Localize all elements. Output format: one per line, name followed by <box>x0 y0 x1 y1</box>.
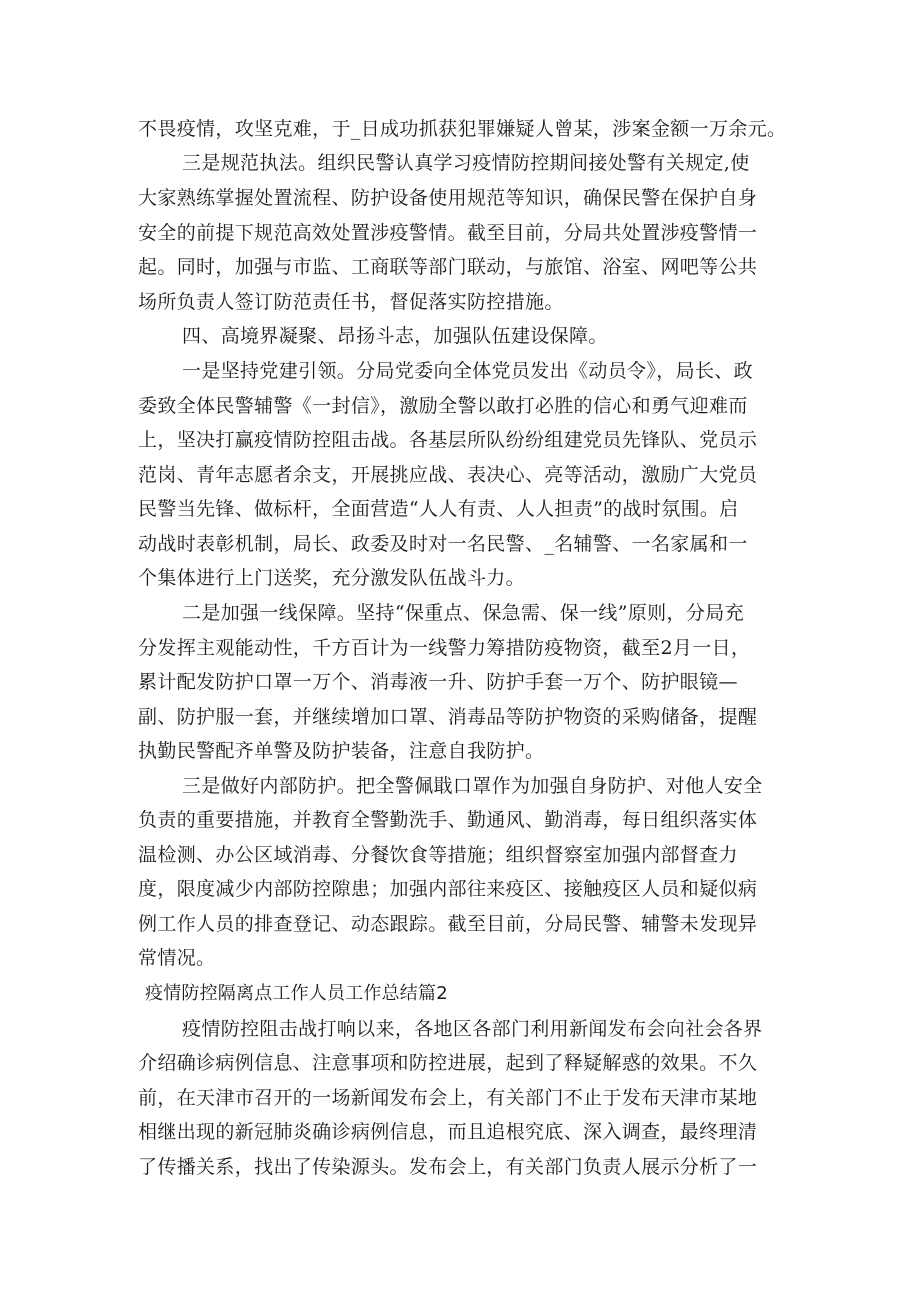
text-line: 介绍确诊病例信息、注意事项和防控进展，起到了释疑解惑的效果。不久 <box>138 1052 758 1074</box>
text-line: 安全的前提下规范高效处置涉疫警情。截至目前，分局共处置涉疫警情一 <box>138 222 758 244</box>
text-line: 范岗、青年志愿者余支，开展挑应战、表决心、亮等活动，激励广大党员 <box>138 464 758 486</box>
text-line: 例工作人员的排查登记、动态跟踪。截至目前，分局民警、辅警未发现异 <box>138 913 758 935</box>
paragraph-first-line: 三是做好内部防护。把全警佩戢口罩作为加强自身防护、对他人安全 <box>182 775 763 797</box>
text-line: 委致全体民警辅警《一封信》，激励全警以敢打必胜的信心和勇气迎难而 <box>138 395 748 417</box>
text-line: 常情况。 <box>138 947 216 969</box>
paragraph-first-line: 一是坚持党建引领。分局党委向全体党员发出《动员令》，局长、政 <box>182 360 754 382</box>
article-title: 疫情防控隔离点工作人员工作总结篇2 <box>145 983 448 1004</box>
text-line: 执勤民警配齐单警及防护装备，注意自我防护。 <box>138 740 545 762</box>
paragraph-first-line: 二是加强一线保障。坚持“保重点、保急需、保一线”原则，分局充 <box>182 602 744 624</box>
text-line: 了传播关系，找出了传染源头。发布会上，有关部门负责人展示分析了一 <box>138 1156 758 1178</box>
text-line: 温检测、办公区域消毒、分餐饮食等措施；组织督察室加强内部督查力 <box>138 844 738 866</box>
text-line: 不畏疫情，攻坚克难，于_日成功抓获犯罪嫌疑人曾某，涉案金额一万余元。 <box>138 118 787 140</box>
text-line: 个集体进行上门送奖，充分激发队伍战斗力。 <box>138 567 526 589</box>
paragraph-first-line: 疫情防控阻击战打响以来，各地区各部门利用新闻发布会向社会各界 <box>182 1018 763 1040</box>
text-line: 度，限度减少内部防控隙患；加强内部往来疫区、接触疫区人员和疑似病 <box>138 878 758 900</box>
text-line: 动战时表彰机制，局长、政委及时对一名民警、_名辅警、一名家属和一 <box>138 533 748 555</box>
text-line: 场所负责人签订防范责任书，督促落实防控措施。 <box>138 291 564 313</box>
text-line: 相继出现的新冠肺炎确诊病例信息，而且追根究底、深入调查，最终理清 <box>138 1121 758 1143</box>
text-line: 分发挥主观能动性，千方百计为一线警力筹措防疫物资，截至2月一日， <box>138 637 751 659</box>
text-line: 副、防护服一套，并继续增加口罩、消毒品等防护物资的采购储备，提醒 <box>138 706 758 728</box>
paragraph-first-line: 三是规范执法。组织民警认真学习疫情防控期间接处警有关规定,使 <box>182 152 750 174</box>
text-line: 累计配发防护口罩一万个、消毒液一升、防护手套一万个、防护眼镜— <box>138 671 738 693</box>
text-line: 大家熟练掌握处置流程、防护设备使用规范等知识，确保民警在保护自身 <box>138 187 758 209</box>
text-line: 民警当先锋、做标杆，全面营造“人人有责、人人担责”的战时氛围。启 <box>138 498 739 520</box>
text-line: 起。同时，加强与市监、工商联等部门联动，与旅馆、浴室、网吧等公共 <box>138 256 758 278</box>
text-line: 前，在天津市召开的一场新闻发布会上，有关部门不止于发布天津市某地 <box>138 1087 758 1109</box>
section-heading: 四、高境界凝聚、昂扬斗志，加强队伍建设保障。 <box>182 325 608 347</box>
text-line: 负责的重要措施，并教育全警勤洗手、勤通风、勤消毒，每日组织落实体 <box>138 809 758 831</box>
text-line: 上，坚决打赢疫情防控阻击战。各基层所队纷纷组建党员先锋队、党员示 <box>138 429 758 451</box>
